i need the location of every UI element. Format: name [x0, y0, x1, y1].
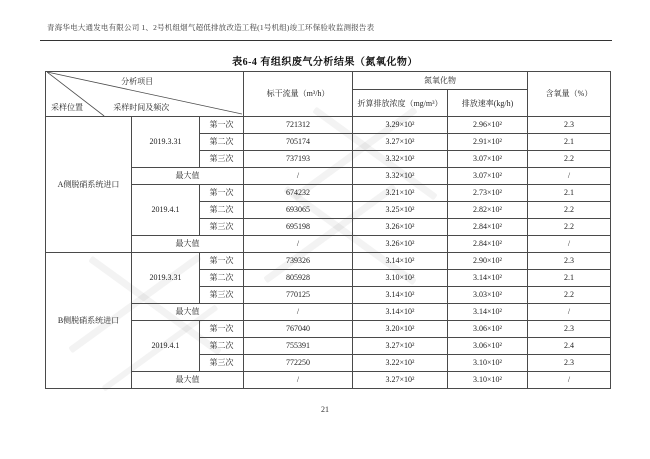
date-cell: 2019.3.31 — [132, 117, 200, 168]
oxygen-value: 2.2 — [528, 219, 611, 236]
seq-cell: 第二次 — [200, 134, 244, 151]
concentration-value: 3.27×10² — [353, 134, 448, 151]
oxygen-value: 2.3 — [528, 355, 611, 372]
rate-value: 3.14×10² — [448, 304, 528, 321]
col-header-nox-group: 氮氧化物 — [353, 72, 528, 90]
report-header: 青海华电大通发电有限公司 1、2号机组烟气超低排放改造工程(1号机组)竣工环保验收监测报告表 — [47, 23, 375, 32]
seq-cell: 第一次 — [200, 253, 244, 270]
rate-value: 3.10×10² — [448, 355, 528, 372]
concentration-value: 3.22×10² — [353, 355, 448, 372]
rate-value: 2.84×10² — [448, 219, 528, 236]
table-title: 表6-4 有组织废气分析结果（氮氧化物） — [232, 57, 418, 68]
rate-value: 3.06×10² — [448, 338, 528, 355]
concentration-value: 3.26×10² — [353, 236, 448, 253]
oxygen-value: / — [528, 236, 611, 253]
concentration-value: 3.26×10² — [353, 219, 448, 236]
seq-cell: 第三次 — [200, 355, 244, 372]
flow-value: / — [244, 236, 353, 253]
flow-value: 737193 — [244, 151, 353, 168]
col-header-converted-concentration: 折算排放浓度（mg/m³） — [353, 90, 448, 117]
flow-value: 674232 — [244, 185, 353, 202]
oxygen-value: 2.3 — [528, 321, 611, 338]
rate-value: 3.10×10² — [448, 372, 528, 389]
oxygen-value: 2.4 — [528, 338, 611, 355]
header-divider — [40, 40, 612, 41]
concentration-value: 3.27×10² — [353, 338, 448, 355]
concentration-value: 3.32×10² — [353, 151, 448, 168]
seq-cell: 第一次 — [200, 321, 244, 338]
location-a-side-inlet: A侧脱硝系统进口 — [46, 117, 132, 253]
oxygen-value: / — [528, 168, 611, 185]
concentration-value: 3.14×10² — [353, 253, 448, 270]
page-number: 21 — [321, 405, 329, 414]
max-label: 最大值 — [132, 372, 244, 389]
concentration-value: 3.14×10² — [353, 304, 448, 321]
concentration-value: 3.20×10² — [353, 321, 448, 338]
flow-value: 705174 — [244, 134, 353, 151]
oxygen-value: / — [528, 304, 611, 321]
oxygen-value: 2.2 — [528, 202, 611, 219]
seq-cell: 第三次 — [200, 287, 244, 304]
rate-value: 3.03×10² — [448, 287, 528, 304]
col-header-oxygen-content: 含氧量（%） — [528, 72, 611, 117]
date-cell: 2019.4.1 — [132, 321, 200, 372]
rate-value: 2.73×10² — [448, 185, 528, 202]
seq-cell: 第一次 — [200, 185, 244, 202]
seq-cell: 第一次 — [200, 117, 244, 134]
concentration-value: 3.21×10² — [353, 185, 448, 202]
oxygen-value: / — [528, 372, 611, 389]
col-header-emission-rate: 排放速率(kg/h) — [448, 90, 528, 117]
rate-value: 2.96×10² — [448, 117, 528, 134]
rate-value: 2.90×10² — [448, 253, 528, 270]
concentration-value: 3.32×10² — [353, 168, 448, 185]
max-label: 最大值 — [132, 236, 244, 253]
flow-value: 767040 — [244, 321, 353, 338]
oxygen-value: 2.1 — [528, 270, 611, 287]
corner-label-sampling-time-frequency: 采样时间及频次 — [113, 102, 170, 112]
rate-value: 2.82×10² — [448, 202, 528, 219]
table-corner-cell — [46, 72, 244, 117]
rate-value: 3.07×10² — [448, 168, 528, 185]
flow-value: 721312 — [244, 117, 353, 134]
concentration-value: 3.29×10² — [353, 117, 448, 134]
flow-value: / — [244, 372, 353, 389]
concentration-value: 3.14×10² — [353, 287, 448, 304]
oxygen-value: 2.1 — [528, 134, 611, 151]
oxygen-value: 2.2 — [528, 151, 611, 168]
table-row — [46, 253, 611, 270]
corner-label-analysis-item: 分析项目 — [121, 77, 154, 86]
flow-value: 695198 — [244, 219, 353, 236]
rate-value: 3.07×10² — [448, 151, 528, 168]
flow-value: / — [244, 304, 353, 321]
oxygen-value: 2.3 — [528, 117, 611, 134]
col-header-standard-dry-flow: 标干流量（m³/h） — [244, 72, 353, 117]
concentration-value: 3.25×10² — [353, 202, 448, 219]
seq-cell: 第三次 — [200, 151, 244, 168]
max-label: 最大值 — [132, 304, 244, 321]
location-b-side-inlet: B侧脱硝系统进口 — [46, 253, 132, 389]
flow-value: 805928 — [244, 270, 353, 287]
flow-value: 770125 — [244, 287, 353, 304]
oxygen-value: 2.3 — [528, 253, 611, 270]
date-cell: 2019.4.1 — [132, 185, 200, 236]
seq-cell: 第二次 — [200, 270, 244, 287]
rate-value: 2.91×10² — [448, 134, 528, 151]
oxygen-value: 2.2 — [528, 287, 611, 304]
seq-cell: 第三次 — [200, 219, 244, 236]
flow-value: 739326 — [244, 253, 353, 270]
oxygen-value: 2.1 — [528, 185, 611, 202]
date-cell: 2019.3.31 — [132, 253, 200, 304]
rate-value: 3.14×10² — [448, 270, 528, 287]
seq-cell: 第二次 — [200, 338, 244, 355]
analysis-results-table — [45, 71, 611, 389]
rate-value: 3.06×10² — [448, 321, 528, 338]
table-row — [46, 117, 611, 134]
flow-value: 755391 — [244, 338, 353, 355]
rate-value: 2.84×10² — [448, 236, 528, 253]
corner-label-sampling-location: 采样位置 — [51, 102, 83, 112]
seq-cell: 第二次 — [200, 202, 244, 219]
concentration-value: 3.27×10² — [353, 372, 448, 389]
flow-value: 693065 — [244, 202, 353, 219]
concentration-value: 3.10×10² — [353, 270, 448, 287]
flow-value: / — [244, 168, 353, 185]
max-label: 最大值 — [132, 168, 244, 185]
flow-value: 772250 — [244, 355, 353, 372]
